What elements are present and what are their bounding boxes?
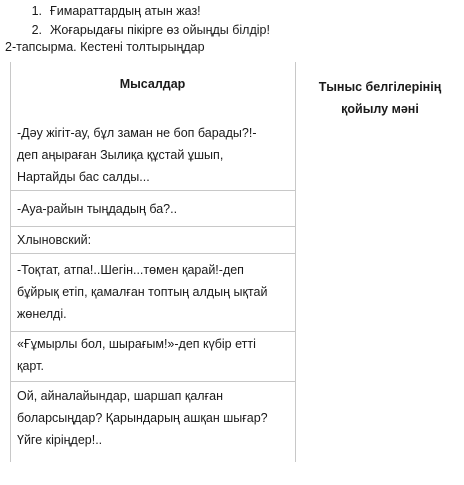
table-row <box>17 122 293 188</box>
table-row <box>17 385 293 451</box>
cell-line: -Ауа-райын тыңдадың ба?.. <box>17 202 178 216</box>
row-divider <box>10 226 296 227</box>
table-row <box>17 229 293 251</box>
cell-line: -Дәу жігіт-ау, бұл заман не боп барады?!- <box>17 126 257 140</box>
column-header-examples: Мысалдар <box>119 77 186 91</box>
cell-line: боларсыңдар? Қарындарың ашқан шығар? <box>17 411 268 425</box>
row-divider <box>10 190 296 191</box>
table-row <box>17 259 293 325</box>
list-item <box>12 2 270 21</box>
header-line: қойылу мәні <box>341 102 419 116</box>
table-row <box>17 198 293 220</box>
table-column-divider <box>295 62 296 462</box>
column-header-punctuation <box>296 76 464 120</box>
list-number: 1. <box>31 4 42 18</box>
row-divider <box>10 253 296 254</box>
task-title: 2-тапсырма. Кестені толтырыңдар <box>5 40 205 54</box>
list-text: Жоғарыдағы пікірге өз ойыңды білдір! <box>50 23 270 37</box>
cell-line: бұйрық етіп, қамалған топтың алдың ықтай <box>17 285 268 299</box>
list-number: 2. <box>31 23 42 37</box>
cell-line: Үйге кіріңдер!.. <box>17 433 103 447</box>
header-line: Тыныс белгілерінің <box>318 80 442 94</box>
instruction-list <box>12 2 270 40</box>
row-divider <box>10 381 296 382</box>
cell-line: Нартайды бас салды... <box>17 170 150 184</box>
cell-line: Хлыновский: <box>17 233 92 247</box>
cell-line: «Ғұмырлы бол, шырағым!»-деп күбір етті <box>17 337 256 351</box>
row-divider <box>10 331 296 332</box>
cell-line: деп аңыраған Зылиқа құстай ұшып, <box>17 148 224 162</box>
list-item <box>12 21 270 40</box>
cell-line: қарт. <box>17 359 44 373</box>
table-row <box>17 333 293 377</box>
cell-line: жөнелді. <box>17 307 67 321</box>
cell-line: Ой, айналайындар, шаршап қалған <box>17 389 223 403</box>
cell-line: -Тоқтат, атпа!..Шегін...төмен қарай!-деп <box>17 263 244 277</box>
table-left-border <box>10 62 11 462</box>
list-text: Ғимараттардың атын жаз! <box>50 4 201 18</box>
